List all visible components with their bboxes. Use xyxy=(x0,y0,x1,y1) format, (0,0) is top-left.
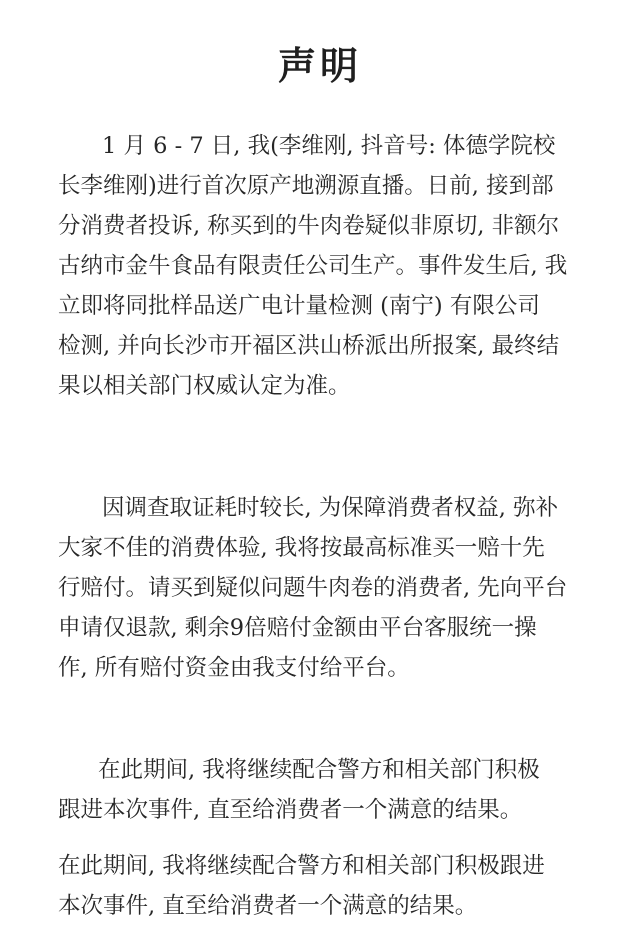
document-title: 声明 xyxy=(277,43,362,88)
paragraph-4 xyxy=(58,848,598,928)
paragraph-1-line-4: 古纳市金牛食品有限责任公司生产。事件发生后, 我 xyxy=(58,253,568,279)
paragraph-1-line-2: 长李维刚)进行首次原产地溯源直播。日前, 接到部 xyxy=(58,173,554,199)
paragraph-3-line-1: 在此期间, 我将继续配合警方和相关部门积极 xyxy=(98,757,540,783)
paragraph-1-line-3: 分消费者投诉, 称买到的牛肉卷疑似非原切, 非额尔 xyxy=(58,213,560,239)
paragraph-2-line-2: 大家不佳的消费体验, 我将按最高标准买一赔十先 xyxy=(58,535,545,561)
paragraph-2-line-3: 行赔付。请买到疑似问题牛肉卷的消费者, 先向平台 xyxy=(58,575,568,601)
paragraph-1-line-5: 立即将同批样品送广电计量检测 (南宁) 有限公司 xyxy=(58,293,540,319)
paragraph-4-line-2: 本次事件, 直至给消费者一个满意的结果。 xyxy=(58,893,478,919)
paragraph-1-line-1: 1 月 6 - 7 日, 我(李维刚, 抖音号: 体德学院校 xyxy=(102,133,556,159)
paragraph-2-line-4: 申请仅退款, 剩余9倍赔付金额由平台客服统一操 xyxy=(58,615,537,641)
paragraph-2-line-1: 因调查取证耗时较长, 为保障消费者权益, 弥补 xyxy=(102,495,559,521)
paragraph-1 xyxy=(58,128,618,408)
paragraph-1-line-7: 果以相关部门权威认定为准。 xyxy=(58,373,351,399)
paragraph-1-line-6: 检测, 并向长沙市开福区洪山桥派出所报案, 最终结 xyxy=(58,333,560,359)
paragraph-3-line-2: 跟进本次事件, 直至给消费者一个满意的结果。 xyxy=(58,797,523,823)
paragraph-2-line-5: 作, 所有赔付资金由我支付给平台。 xyxy=(58,655,410,681)
paragraph-2 xyxy=(58,490,618,690)
paragraph-3 xyxy=(58,752,618,832)
paragraph-4-line-1: 在此期间, 我将继续配合警方和相关部门积极跟进 xyxy=(58,853,545,879)
